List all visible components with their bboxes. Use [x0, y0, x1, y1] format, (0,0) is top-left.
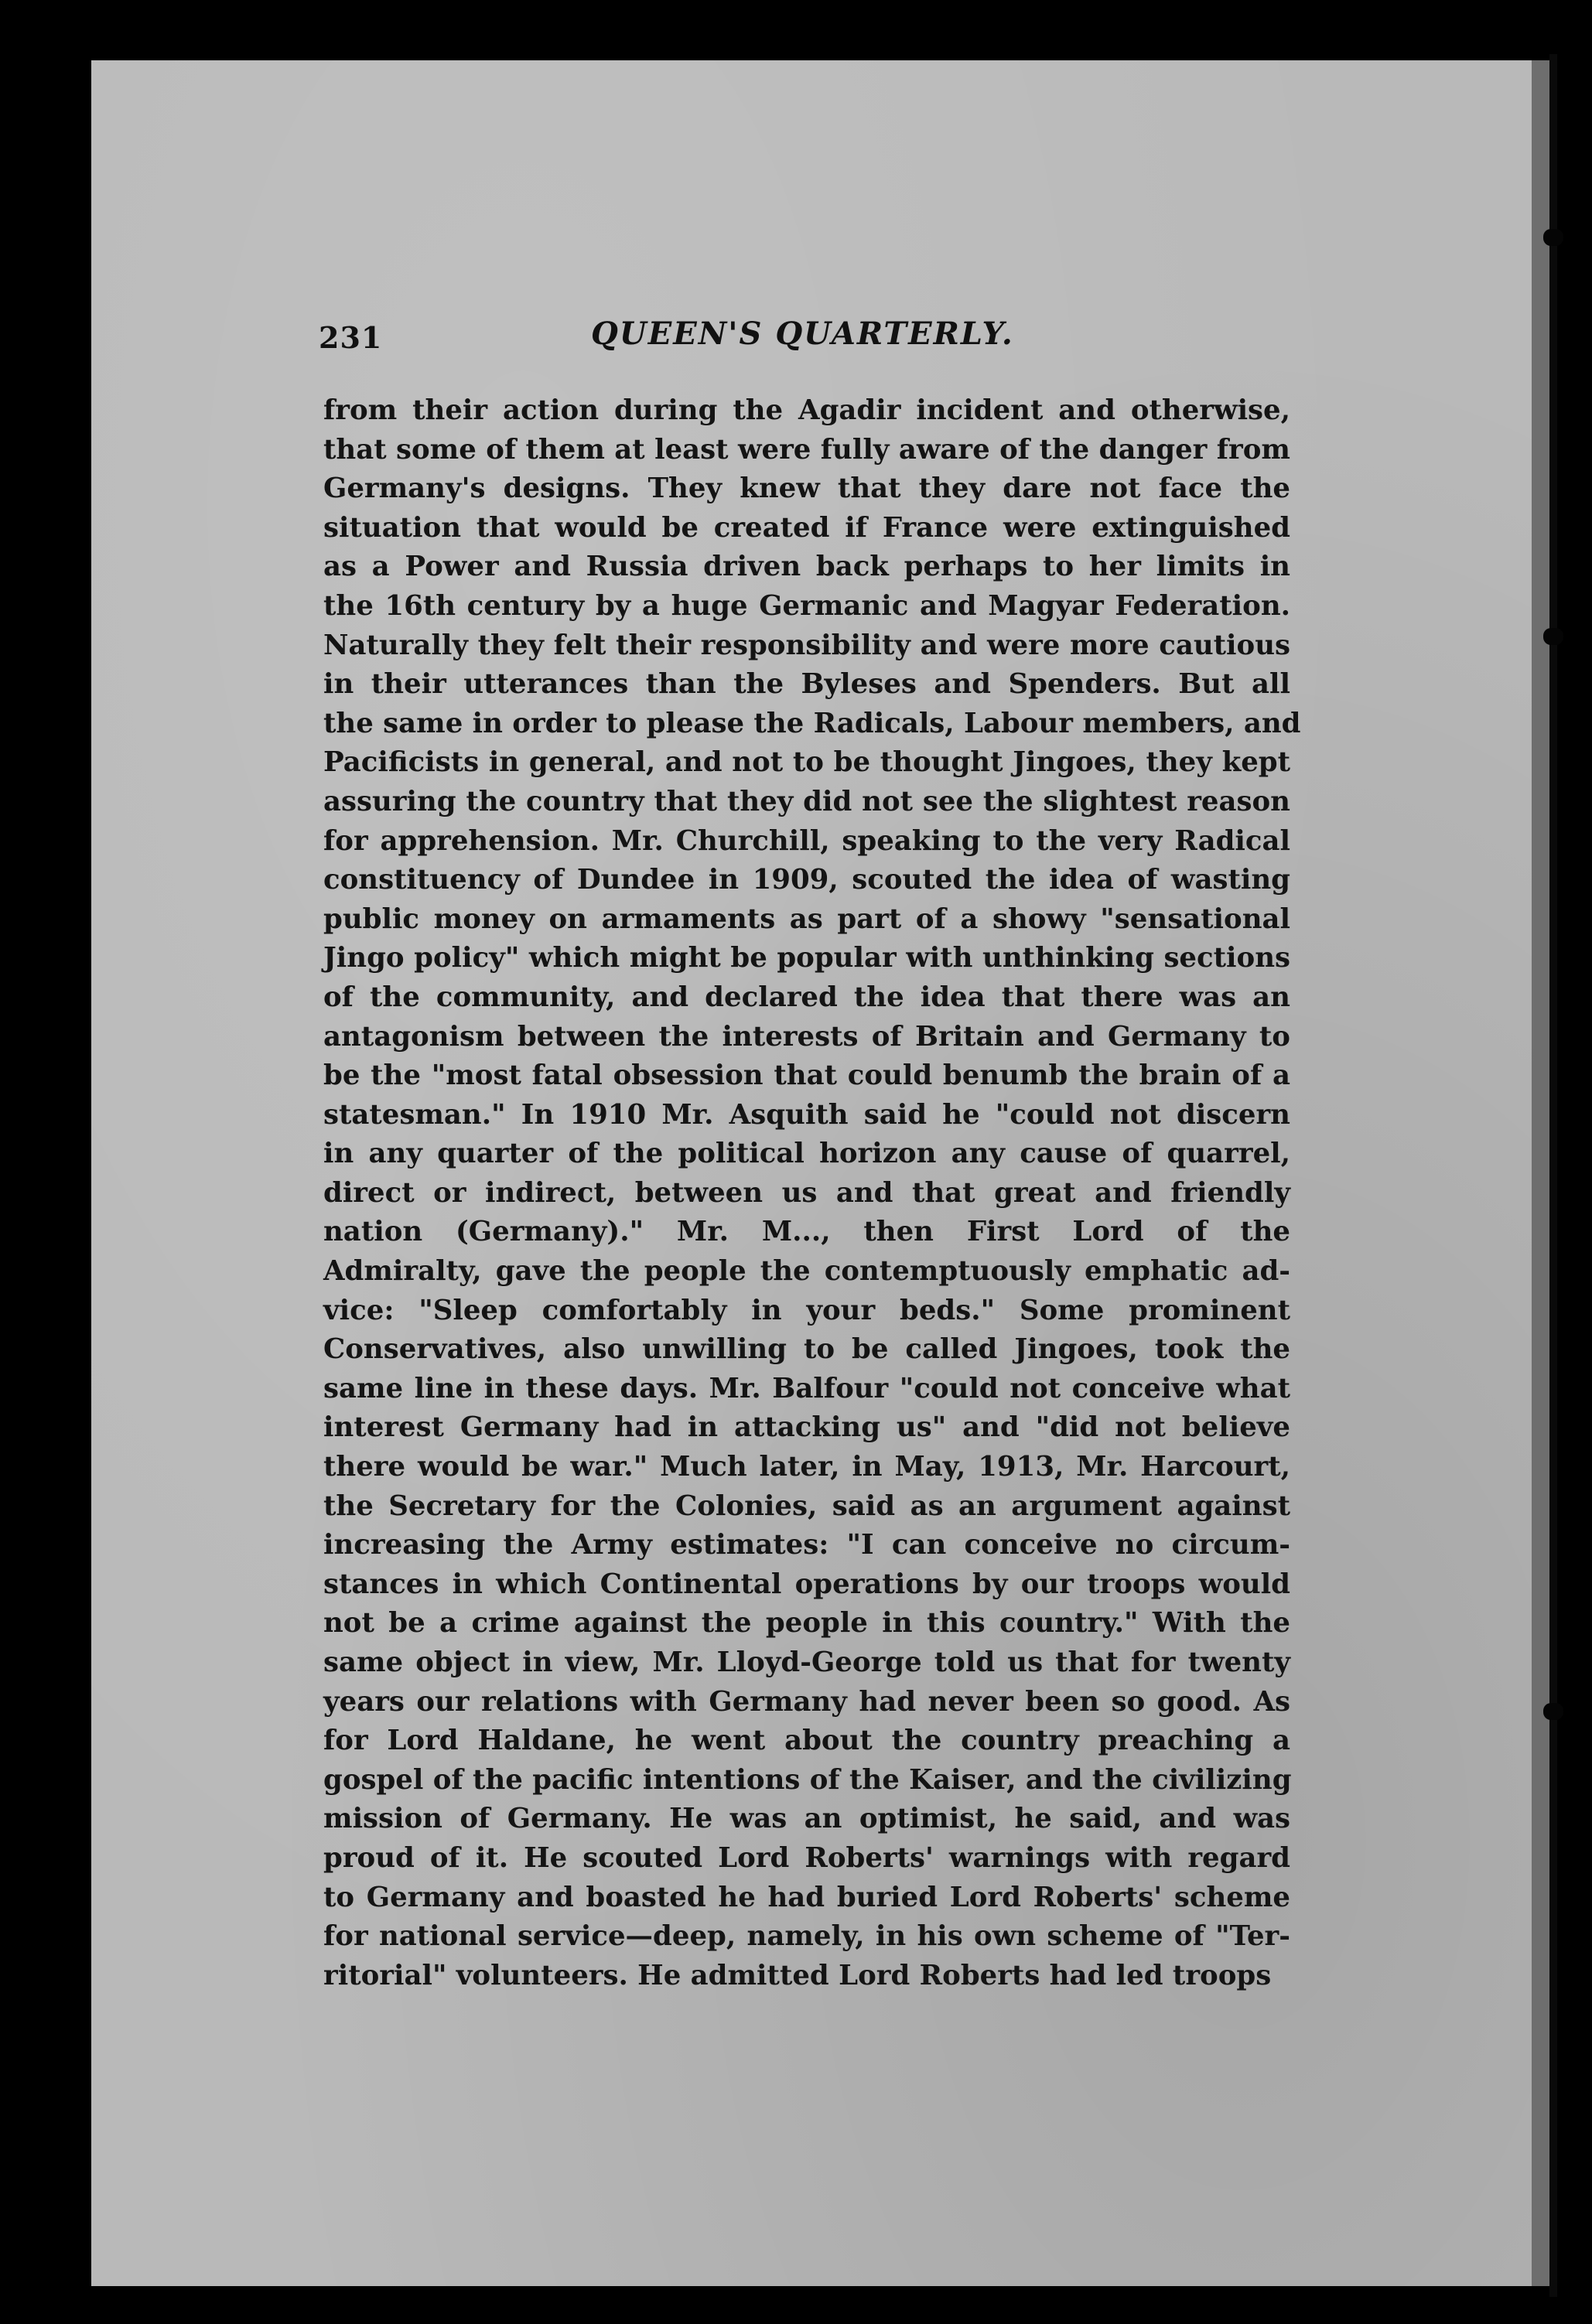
text-line: vice: "Sleep comfortably in your beds." Some prominent — [323, 1294, 1290, 1326]
text-line: as a Power and Russia driven back perhaps to her limits in — [323, 551, 1290, 583]
binding-rule — [1549, 54, 1557, 2297]
text-line: mission of Germany. He was an optimist, he said, and was — [323, 1803, 1290, 1835]
text-line: gospel of the pacific intentions of the Kaiser, and the civilizing — [323, 1763, 1292, 1796]
text-line: Jingo policy" which might be popular with unthinking sections — [323, 942, 1290, 974]
text-line: Naturally they felt their responsibility and were more cautious — [323, 629, 1290, 661]
text-line: for Lord Haldane, he went about the country preaching a — [323, 1725, 1290, 1757]
text-line: for national service—deep, namely, in his own scheme of "Ter- — [323, 1920, 1290, 1953]
text-line: direct or indirect, between us and that great and friendly — [323, 1176, 1290, 1209]
text-line: in their utterances than the Byleses and Spenders. But all — [323, 668, 1290, 701]
text-line: assuring the country that they did not see the slightest reason — [323, 785, 1290, 817]
text-line: from their action during the Agadir incident and otherwise, — [323, 394, 1290, 426]
text-line: the same in order to please the Radicals, Labour members, and — [323, 707, 1301, 739]
text-line: situation that would be created if France were extinguished — [323, 511, 1290, 544]
text-line: the 16th century by a huge Germanic and Magyar Federation. — [323, 589, 1290, 622]
text-line: increasing the Army estimates: "I can conceive no circum- — [323, 1529, 1290, 1561]
text-line: in any quarter of the political horizon any cause of quarrel, — [323, 1138, 1290, 1170]
text-line: Admiralty, gave the people the contemptuously emphatic ad- — [323, 1255, 1290, 1288]
text-line: to Germany and boasted he had buried Lord Roberts' scheme — [323, 1881, 1290, 1913]
text-line: ritorial" volunteers. He admitted Lord Roberts had led troops — [323, 1959, 1272, 1991]
text-line: the Secretary for the Colonies, said as an argument against — [323, 1490, 1290, 1522]
text-line: that some of them at least were fully aware of the danger from — [323, 433, 1290, 466]
page-number: 231 — [319, 320, 383, 355]
text-line: Pacificists in general, and not to be thought Jingoes, they kept — [323, 746, 1290, 779]
text-line: interest Germany had in attacking us" and "did not believe — [323, 1411, 1290, 1444]
text-line: stances in which Continental operations by our troops would — [323, 1568, 1290, 1600]
text-line: years our relations with Germany had never been so good. As — [323, 1685, 1290, 1718]
body-text — [323, 391, 1301, 1995]
text-line: statesman." In 1910 Mr. Asquith said he "could not discern — [323, 1098, 1290, 1131]
text-line: nation (Germany)." Mr. M..., then First Lord of the — [323, 1216, 1290, 1248]
rule-mark — [1543, 1703, 1563, 1720]
text-line: of the community, and declared the idea that there was an — [323, 981, 1290, 1013]
rule-mark — [1543, 628, 1563, 645]
rule-mark — [1543, 229, 1563, 246]
text-line: for apprehension. Mr. Churchill, speaking to the very Radical — [323, 824, 1290, 857]
text-line: there would be war." Much later, in May, 1913, Mr. Harcourt, — [323, 1451, 1290, 1483]
text-line: antagonism between the interests of Britain and Germany to — [323, 1020, 1290, 1053]
journal-title: QUEEN'S QUARTERLY. — [591, 316, 1014, 352]
text-line: same line in these days. Mr. Balfour "could not conceive what — [323, 1372, 1290, 1404]
text-line: constituency of Dundee in 1909, scouted the idea of wasting — [323, 864, 1290, 896]
text-line: Conservatives, also unwilling to be called Jingoes, took the — [323, 1333, 1290, 1366]
text-line: public money on armaments as part of a showy "sensational — [323, 903, 1290, 935]
text-line: be the "most fatal obsession that could benumb the brain of a — [323, 1060, 1290, 1092]
text-line: proud of it. He scouted Lord Roberts' warnings with regard — [323, 1841, 1290, 1874]
running-head — [319, 316, 1293, 365]
text-line: same object in view, Mr. Lloyd-George told us that for twenty — [323, 1647, 1290, 1678]
text-line: not be a crime against the people in this country." With the — [323, 1607, 1290, 1640]
text-line: Germany's designs. They knew that they dare not face the — [323, 473, 1290, 505]
